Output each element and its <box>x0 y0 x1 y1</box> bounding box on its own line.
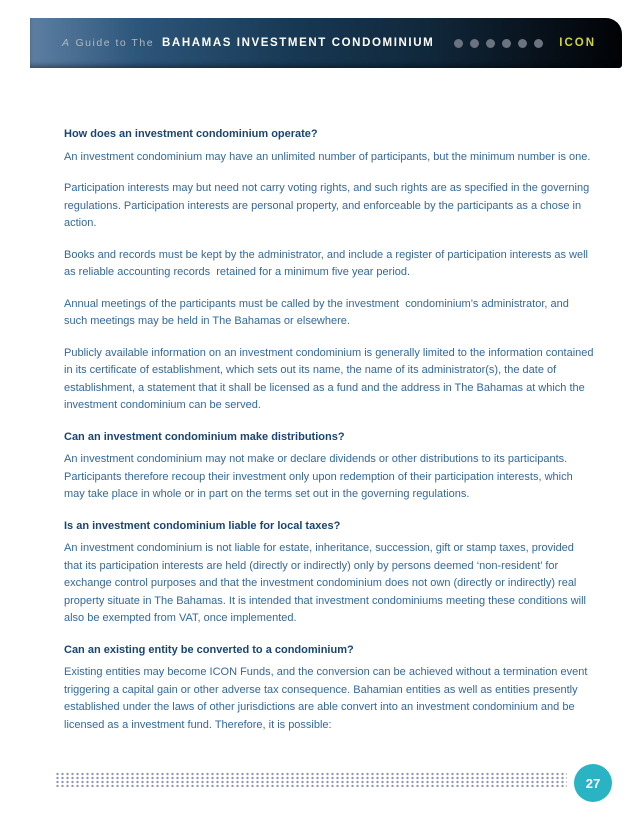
header-dot-icon <box>486 39 495 48</box>
paragraph: Annual meetings of the participants must be called by the investment condominium’s administrator, and such meetings may be held in The Bahamas or elsewhere. <box>64 297 572 327</box>
header-title-prefix: Guide to The <box>75 37 155 49</box>
paragraph: Books and records must be kept by the administrator, and include a register of participation interests as well as reliable accounting records retained for a minimum five year period. <box>64 248 592 278</box>
section-heading: How does an investment condominium operate? <box>64 128 318 140</box>
header-title <box>62 37 434 49</box>
page-content <box>64 126 597 748</box>
paragraph: Publicly available information on an investment condominium is generally limited to the information contained in its certificate of establishment, which sets out its name, the name of its administrator(s), the date of establishment, a statement that it shall be licensed as a fund and the address in The Bahamas at which the investment condominium can be served. <box>64 346 597 411</box>
paragraph: An investment condominium may have an unlimited number of participants, but the minimum number is one. <box>64 150 591 163</box>
paragraph: Participation interests may but need not carry voting rights, and such rights are as specified in the governing regulations. Participation interests are personal property, and enforceable by the participants as a chose in action. <box>64 182 593 229</box>
section-heading: Can an investment condominium make distributions? <box>64 430 345 443</box>
header-band <box>30 18 622 68</box>
brand-logo: ICON <box>559 37 596 49</box>
header-dot-icon <box>518 39 527 48</box>
header-dots <box>454 39 543 48</box>
paragraph: Existing entities may become ICON Funds, and the conversion can be achieved without a termination event triggering a capital gain or other adverse tax consequence. Bahamian entities as well as entities presently established under the laws of other jurisdictions are able convert into an investment condominium and be licensed as a investment fund. Therefore, it is possible: <box>64 666 591 731</box>
header-title-main: BAHAMAS INVESTMENT CONDOMINIUM <box>162 37 435 49</box>
header-title-article: A <box>62 37 71 49</box>
header-dot-icon <box>502 39 511 48</box>
footer-dotted-line <box>55 772 567 787</box>
paragraph: An investment condominium is not liable for estate, inheritance, succession, gift or stamp taxes, provided that its participation interests are held (directly or indirectly) only by persons deemed ‘non-resident’ for exchange control purposes and that the investment condominium does not own (directly or indirectly) real property situate in The Bahamas. It is intended that investment condominiums meeting these conditions will also be exempted from VAT, once implemented. <box>64 542 590 624</box>
section-heading: Can an existing entity be converted to a condominium? <box>64 643 354 656</box>
paragraph: An investment condominium may not make or declare dividends or other distributions to its participants. Participants therefore recoup their investment only upon redemption of their participation interests, which may take place in whole or in part on the terms set out in the governing regulations. <box>64 453 576 500</box>
section-heading: Is an investment condominium liable for local taxes? <box>64 519 341 532</box>
header-dot-icon <box>454 39 463 48</box>
page-number: 27 <box>585 775 601 791</box>
page-number-badge <box>574 764 612 802</box>
header-dot-icon <box>470 39 479 48</box>
header-dot-icon <box>534 39 543 48</box>
